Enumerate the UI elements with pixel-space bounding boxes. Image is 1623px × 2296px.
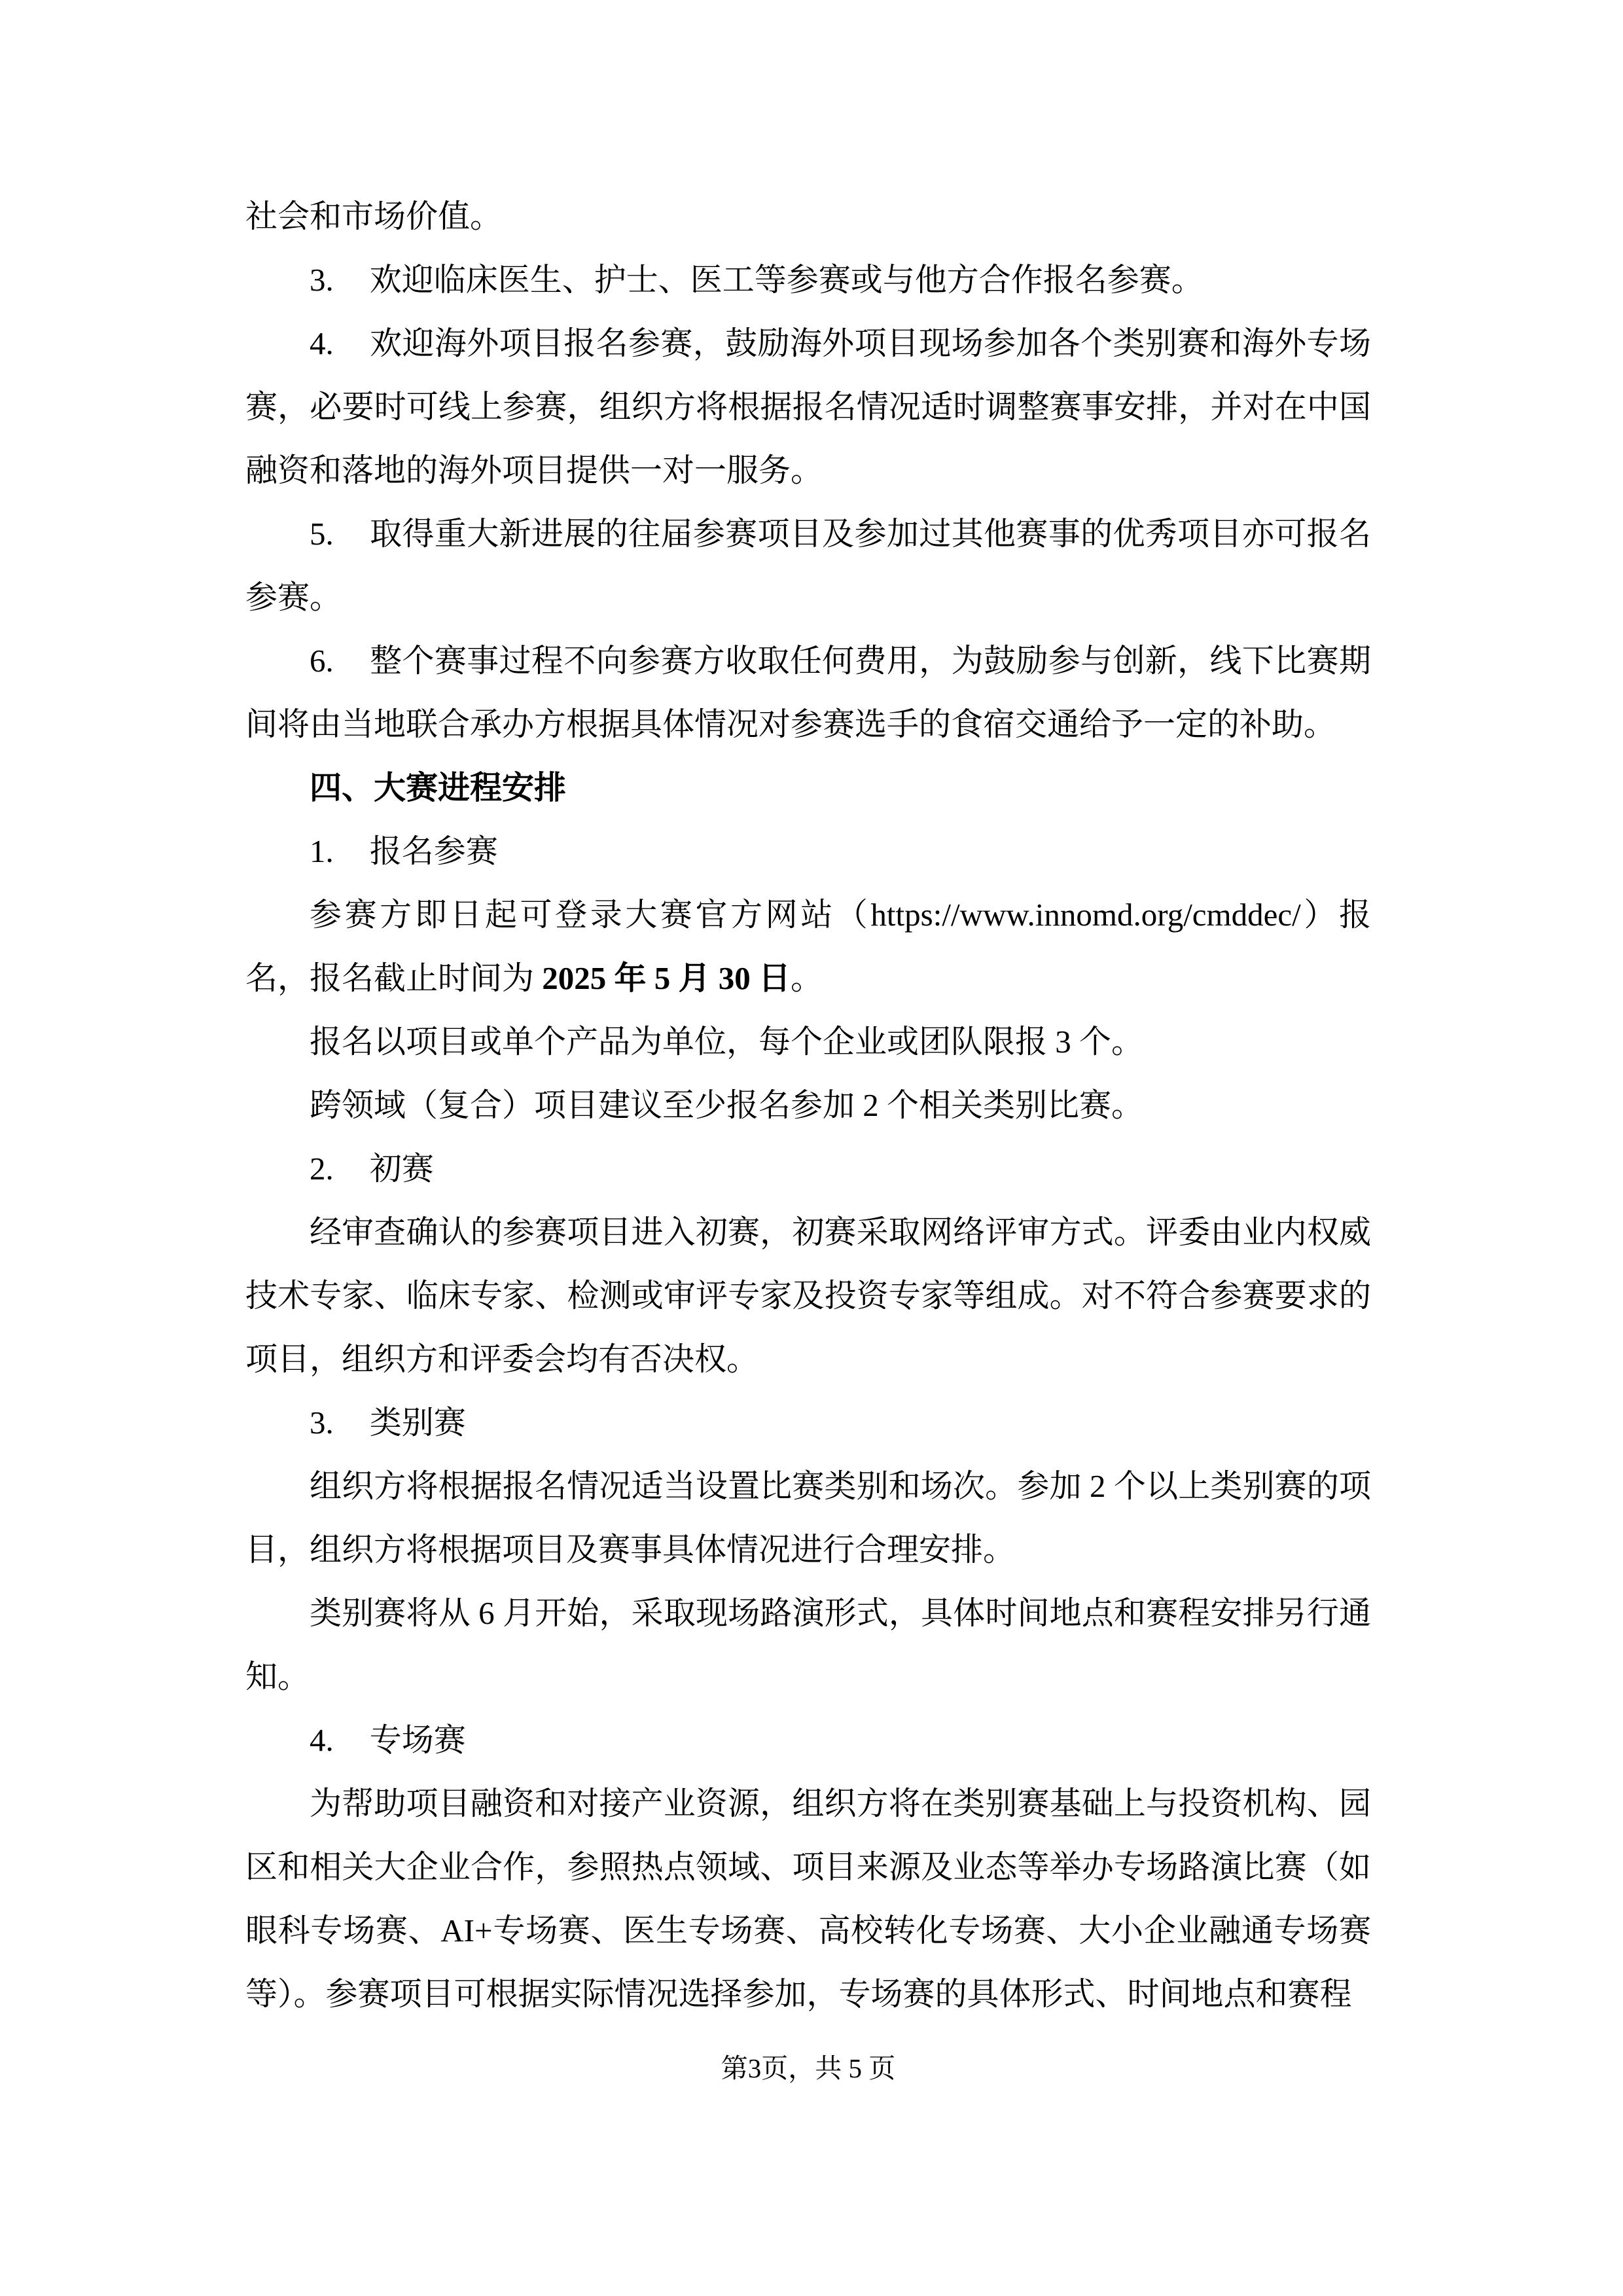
text-run: 社会和市场价值。 [245,198,503,234]
text-run: 取得重大新进展的往届参赛项目及参加过其他赛事的优秀项目亦可报名参赛。 [245,516,1371,615]
text-run: 2025 年 5 月 30 日 [542,960,791,996]
text-run: 为帮助项目融资和对接产业资源，组织方将在类别赛基础上与投资机构、园区和相关大企业合作，参照热点领域、项目来源及业态等举办专场路演比赛（如眼科专场赛、AI+专场赛、医生专场赛、高校转化专场赛、大小企业融通专场赛等）。参赛项目可根据实际情况选择参加，专场赛的具体形式、时间地点和赛程 [245,1785,1371,2012]
paragraph [245,502,1371,629]
text-run: 经审查确认的参赛项目进入初赛，初赛采取网络评审方式。评委由业内权威技术专家、临床专家、检测或审评专家及投资专家等组成。对不符合参赛要求的项目，组织方和评委会均有否决权。 [245,1214,1371,1377]
paragraph [245,1772,1371,2026]
paragraph [245,1708,1371,1772]
url-text: https://www.innomd.org/cmddec/ [870,897,1301,933]
list-number: 4. [310,325,334,361]
text-run: 参赛方即日起可登录大赛官方网站（ [310,897,871,933]
paragraph [245,1391,1371,1454]
paragraph [245,1581,1371,1708]
paragraph [245,1073,1371,1137]
document-body [245,185,1371,2026]
list-number: 4. [310,1722,334,1758]
list-number: 3. [310,1405,334,1441]
list-number: 1. [310,833,334,869]
paragraph [245,312,1371,502]
text-run: 报名以项目或单个产品为单位，每个企业或团队限报 3 个。 [310,1024,1144,1060]
paragraph [245,1200,1371,1391]
list-number: 6. [310,643,334,679]
page-number-text: 第3页，共 5 页 [721,2053,896,2083]
text-run: 初赛 [369,1151,434,1187]
list-number: 2. [310,1151,334,1187]
text-run: 跨领域（复合）项目建议至少报名参加 2 个相关类别比赛。 [310,1087,1144,1123]
paragraph [245,1454,1371,1581]
list-number: 5. [310,516,334,552]
text-run: 类别赛将从 6 月开始，采取现场路演形式，具体时间地点和赛程安排另行通知。 [245,1595,1371,1695]
paragraph [245,629,1371,756]
text-run: 整个赛事过程不向参赛方收取任何费用，为鼓励参与创新，线下比赛期间将由当地联合承办方根据具体情况对参赛选手的食宿交通给予一定的补助。 [245,643,1371,742]
paragraph [245,248,1371,312]
section-heading [245,756,1371,819]
page-footer [245,2051,1371,2085]
text-run: 。 [791,960,823,996]
text-run: ）报名，报名截止时间为 [245,897,1371,996]
text-run: 欢迎海外项目报名参赛，鼓励海外项目现场参加各个类别赛和海外专场赛，必要时可线上参赛，组织方将根据报名情况适时调整赛事安排，并对在中国融资和落地的海外项目提供一对一服务。 [245,325,1371,488]
list-number: 3. [310,262,334,298]
paragraph [245,1010,1371,1073]
paragraph [245,819,1371,883]
paragraph [245,1137,1371,1200]
text-run: 报名参赛 [369,833,498,869]
paragraph [245,185,1371,248]
paragraph [245,883,1371,1010]
text-run: 四、大赛进程安排 [310,770,567,806]
text-run: 组织方将根据报名情况适当设置比赛类别和场次。参加 2 个以上类别赛的项目，组织方将根据项目及赛事具体情况进行合理安排。 [245,1468,1371,1568]
text-run: 专场赛 [369,1722,466,1758]
text-run: 欢迎临床医生、护士、医工等参赛或与他方合作报名参赛。 [369,262,1204,298]
text-run: 类别赛 [369,1405,466,1441]
